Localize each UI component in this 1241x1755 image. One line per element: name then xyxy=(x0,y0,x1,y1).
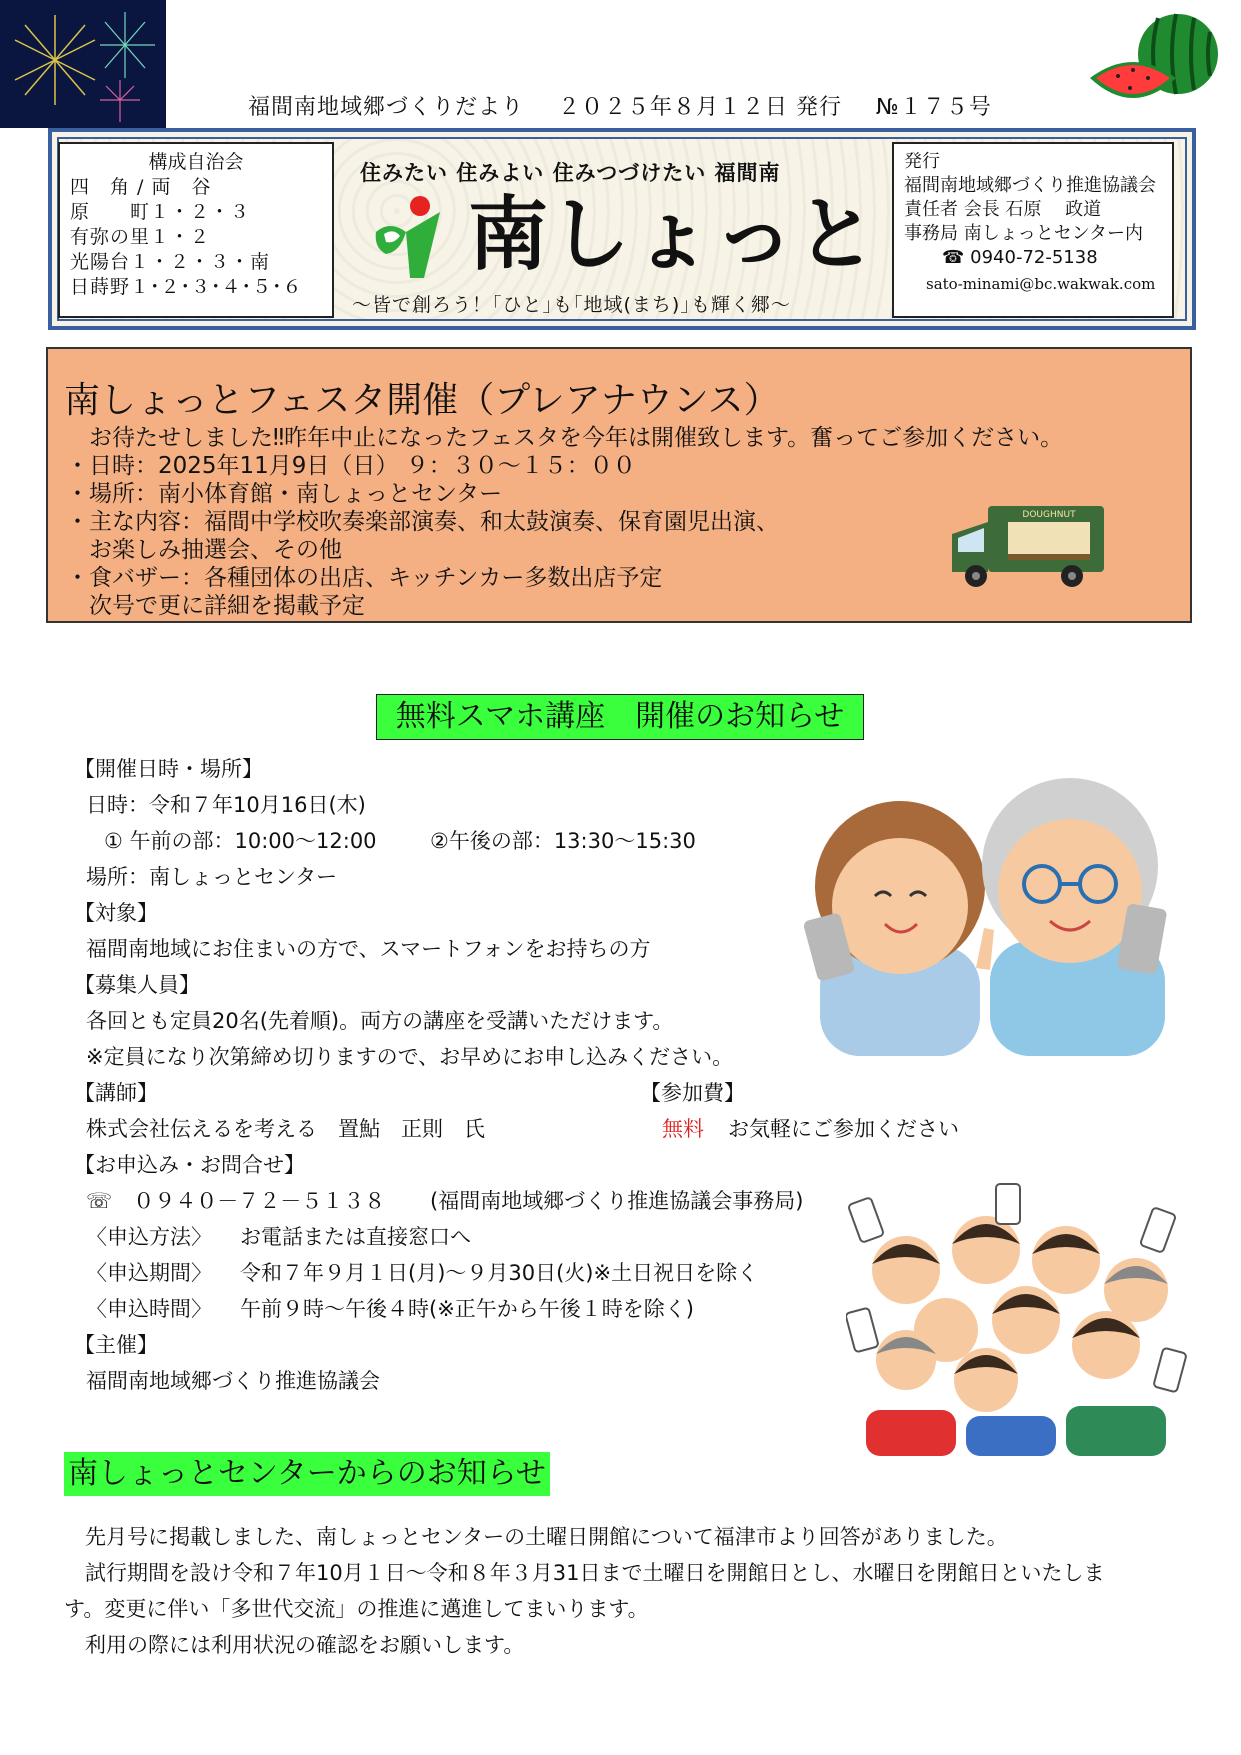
method-label: 〈申込方法〉 xyxy=(86,1225,212,1249)
issue-line xyxy=(248,90,1018,121)
contact-phone[interactable]: ☏ ０９４０－７２－５１３８ xyxy=(86,1189,386,1213)
smartphone-lecture-heading: 無料スマホ講座 開催のお知らせ xyxy=(376,694,864,740)
fee-text: お気軽にご参加ください xyxy=(728,1117,959,1141)
fireworks-image xyxy=(0,0,166,128)
host-label: 【主催】 xyxy=(74,1333,158,1357)
publisher-label: 発行 xyxy=(904,151,940,172)
masthead-slogan: 住みたい 住みよい 住みつづけたい 福間南 xyxy=(360,161,781,185)
kitchen-car-image xyxy=(948,500,1106,592)
publisher-org: 福間南地域郷づくり推進協議会 xyxy=(904,175,1156,196)
seniors-smartphone-illustration xyxy=(800,756,1172,1056)
target-label: 【対象】 xyxy=(74,901,158,925)
period-text: 令和７年９月１日(月)～９月30日(火)※土日祝日を除く xyxy=(240,1261,759,1285)
center-notice-heading: 南しょっとセンターからのお知らせ xyxy=(64,1452,550,1496)
instructor-label: 【講師】 xyxy=(74,1081,158,1105)
capacity-note: ※定員になり次第締め切りますので、お早めにお申し込みください。 xyxy=(86,1045,734,1069)
hours-text: 午前９時～午後４時(※正午から午後１時を除く) xyxy=(240,1297,694,1321)
publisher-email[interactable]: sato-minami@bc.wakwak.com xyxy=(926,275,1156,293)
member-line: 日蒔野１･２･３･４･５･６ xyxy=(70,276,303,298)
publisher-responsible: 責任者 会長 石原 政道 xyxy=(904,199,1102,220)
target-text: 福間南地域にお住まいの方で、スマートフォンをお持ちの方 xyxy=(86,937,651,961)
fee-free: 無料 xyxy=(662,1117,704,1141)
member-line: 光陽台１・２・３・南 xyxy=(70,251,271,273)
capacity-text: 各回とも定員20名(先着順)。両方の講座を受講いただけます。 xyxy=(86,1009,674,1033)
festa-line: お楽しみ抽選会、その他 xyxy=(66,537,342,563)
member-line: 四 角 / 両 谷 xyxy=(70,176,212,198)
festa-line: ・場所：南小体育館・南しょっとセンター xyxy=(66,481,503,507)
newsletter-title: 南しょっと xyxy=(468,187,878,281)
festa-title: 南しょっとフェスタ開催（プレアナウンス） xyxy=(64,380,780,421)
session-morning: ① 午前の部：10:00～12:00 xyxy=(104,829,377,853)
place-line: 場所：南しょっとセンター xyxy=(86,865,338,889)
capacity-label: 【募集人員】 xyxy=(74,973,200,997)
publisher-box xyxy=(892,142,1174,318)
date-line: 日時：令和７年10月16日(木) xyxy=(86,793,366,817)
hours-label: 〈申込時間〉 xyxy=(86,1297,212,1321)
center-notice-line: 試行期間を設け令和７年10月１日～令和８年３月31日まで土曜日を開館日とし、水曜日を閉館日といたしま xyxy=(64,1561,1105,1585)
publisher-phone: ☎ 0940-72-5138 xyxy=(942,247,1098,268)
festa-line: ・食バザー：各種団体の出店、キッチンカー多数出店予定 xyxy=(66,565,663,591)
newsletter-name: 福間南地域郷づくりだより xyxy=(248,95,525,120)
festa-line: ・日時：2025年11月9日（日） ９：３０～１５：００ xyxy=(66,453,636,479)
center-notice-line: す。変更に伴い「多世代交流」の推進に邁進してまいります。 xyxy=(64,1597,649,1621)
festa-line: ・主な内容：福間中学校吹奏楽部演奏、和太鼓演奏、保育園児出演、 xyxy=(66,509,779,535)
logo-icon xyxy=(366,190,456,280)
member-line: 有弥の里１・２ xyxy=(70,226,211,248)
car-sign: DOUGHNUT xyxy=(1022,510,1076,520)
instructor-name: 株式会社伝えるを考える 置鮎 正則 氏 xyxy=(86,1117,485,1141)
members-title: 構成自治会 xyxy=(148,151,244,173)
watermelon-image xyxy=(1088,6,1228,121)
masthead-subtitle: ～皆で創ろう！｢ひと｣も｢地域(まち)｣も輝く郷～ xyxy=(352,294,791,316)
fee-label: 【参加費】 xyxy=(640,1081,745,1105)
member-line: 原 町１・２・３ xyxy=(70,201,251,223)
contact-org: (福間南地域郷づくり推進協議会事務局) xyxy=(430,1189,804,1213)
issue-date: ２０２５年８月１２日 発行 xyxy=(558,95,843,120)
crowd-smartphone-illustration xyxy=(846,1180,1188,1456)
schedule-label: 【開催日時・場所】 xyxy=(74,757,263,781)
center-notice-line: 先月号に掲載しました、南しょっとセンターの土曜日開館について福津市より回答がありました。 xyxy=(64,1525,1008,1549)
member-associations-box xyxy=(58,142,334,318)
contact-label: 【お申込み・お問合せ】 xyxy=(74,1153,305,1177)
issue-number: №１７５号 xyxy=(876,95,992,120)
session-afternoon: ②午後の部：13:30～15:30 xyxy=(430,829,696,853)
publisher-office: 事務局 南しょっとセンター内 xyxy=(904,223,1144,244)
center-notice-line: 利用の際には利用状況の確認をお願いします。 xyxy=(64,1633,525,1657)
festa-line: 次号で更に詳細を掲載予定 xyxy=(66,593,365,619)
method-text: お電話または直接窓口へ xyxy=(240,1225,471,1249)
host-name: 福間南地域郷づくり推進協議会 xyxy=(86,1369,380,1393)
festa-line: お待たせしました‼昨年中止になったフェスタを今年は開催致します。奮ってご参加ください。 xyxy=(66,425,1064,451)
period-label: 〈申込期間〉 xyxy=(86,1261,212,1285)
